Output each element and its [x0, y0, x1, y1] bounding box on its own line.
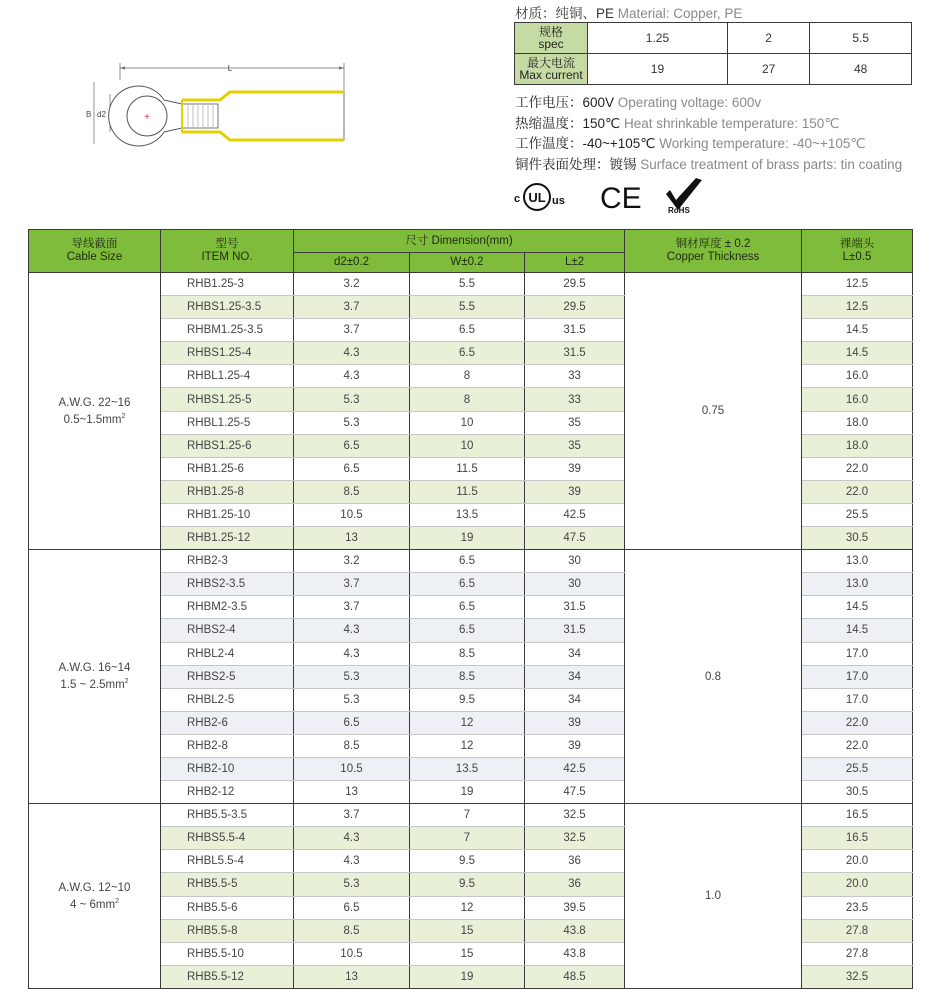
l-value: 35 [525, 434, 625, 457]
dimension-label-b: B [86, 110, 92, 119]
w-value: 11.5 [410, 480, 525, 503]
w-value: 8.5 [410, 665, 525, 688]
table-group [29, 804, 913, 989]
bare-length-value: 30.5 [802, 781, 913, 804]
d2-value: 3.7 [294, 573, 410, 596]
bare-length-value: 22.0 [802, 457, 913, 480]
l-value: 42.5 [525, 503, 625, 526]
dimension-label-d2: d2 [97, 110, 106, 119]
table-group [29, 273, 913, 550]
w-value: 19 [410, 527, 525, 550]
w-value: 6.5 [410, 319, 525, 342]
d2-value: 8.5 [294, 919, 410, 942]
bare-length-value: 14.5 [802, 619, 913, 642]
item-number: RHB2-6 [161, 711, 294, 734]
item-number: RHBM1.25-3.5 [161, 319, 294, 342]
item-number: RHB5.5-3.5 [161, 804, 294, 827]
bare-length-value: 16.5 [802, 804, 913, 827]
item-number: RHB1.25-10 [161, 503, 294, 526]
w-value: 19 [410, 781, 525, 804]
bare-length-value: 16.0 [802, 388, 913, 411]
bare-length-value: 16.0 [802, 365, 913, 388]
item-number: RHB2-10 [161, 757, 294, 780]
w-value: 12 [410, 896, 525, 919]
item-number: RHBS1.25-6 [161, 434, 294, 457]
l-value: 31.5 [525, 342, 625, 365]
d2-value: 5.3 [294, 388, 410, 411]
w-value: 11.5 [410, 457, 525, 480]
bare-length-value: 16.5 [802, 827, 913, 850]
property-shrink-temp: 热缩温度：150℃ Heat shrinkable temperature: 150℃ [515, 115, 840, 131]
w-value: 9.5 [410, 850, 525, 873]
bare-length-value: 13.0 [802, 573, 913, 596]
w-value: 8.5 [410, 642, 525, 665]
bare-length-value: 25.5 [802, 757, 913, 780]
item-number: RHBS2-3.5 [161, 573, 294, 596]
w-value: 13.5 [410, 503, 525, 526]
bare-length-value: 30.5 [802, 527, 913, 550]
item-number: RHB1.25-3 [161, 273, 294, 296]
bare-length-value: 22.0 [802, 711, 913, 734]
bare-length-value: 18.0 [802, 411, 913, 434]
d2-value: 6.5 [294, 457, 410, 480]
d2-value: 4.3 [294, 642, 410, 665]
w-value: 5.5 [410, 296, 525, 319]
d2-value: 8.5 [294, 734, 410, 757]
bare-length-value: 27.8 [802, 942, 913, 965]
bare-length-value: 17.0 [802, 642, 913, 665]
d2-value: 5.3 [294, 411, 410, 434]
l-value: 36 [525, 873, 625, 896]
d2-value: 5.3 [294, 873, 410, 896]
ce-logo: CE [600, 182, 642, 215]
w-value: 9.5 [410, 688, 525, 711]
w-value: 12 [410, 734, 525, 757]
l-value: 48.5 [525, 965, 625, 988]
bare-length-value: 18.0 [802, 434, 913, 457]
d2-value: 13 [294, 781, 410, 804]
d2-value: 3.7 [294, 319, 410, 342]
item-number: RHB1.25-12 [161, 527, 294, 550]
d2-value: 13 [294, 965, 410, 988]
l-value: 32.5 [525, 827, 625, 850]
bare-length-value: 14.5 [802, 596, 913, 619]
table-row [29, 273, 913, 296]
item-number: RHBL5.5-4 [161, 850, 294, 873]
header-l: L±2 [525, 253, 625, 273]
bare-length-value: 32.5 [802, 965, 913, 988]
item-number: RHB5.5-8 [161, 919, 294, 942]
w-value: 9.5 [410, 873, 525, 896]
d2-value: 6.5 [294, 896, 410, 919]
item-number: RHB2-3 [161, 550, 294, 573]
product-table [28, 229, 913, 989]
d2-value: 4.3 [294, 365, 410, 388]
w-value: 15 [410, 919, 525, 942]
item-number: RHB1.25-6 [161, 457, 294, 480]
l-value: 39 [525, 711, 625, 734]
item-number: RHBL2-5 [161, 688, 294, 711]
l-value: 30 [525, 550, 625, 573]
item-number: RHB5.5-5 [161, 873, 294, 896]
l-value: 47.5 [525, 781, 625, 804]
d2-value: 4.3 [294, 619, 410, 642]
w-value: 10 [410, 411, 525, 434]
d2-value: 4.3 [294, 850, 410, 873]
l-value: 30 [525, 573, 625, 596]
item-number: RHB1.25-8 [161, 480, 294, 503]
l-value: 39 [525, 734, 625, 757]
l-value: 43.8 [525, 919, 625, 942]
header-bare-length: 裸端头 L±0.5 [802, 230, 913, 273]
w-value: 8 [410, 365, 525, 388]
copper-thickness-cell: 0.8 [625, 550, 802, 804]
w-value: 7 [410, 827, 525, 850]
d2-value: 6.5 [294, 434, 410, 457]
l-value: 39 [525, 457, 625, 480]
item-number: RHBS2-4 [161, 619, 294, 642]
w-value: 19 [410, 965, 525, 988]
bare-length-value: 23.5 [802, 896, 913, 919]
d2-value: 4.3 [294, 827, 410, 850]
max-current-value: 48 [810, 54, 912, 85]
material-en: Material: Copper, PE [617, 6, 743, 21]
w-value: 15 [410, 942, 525, 965]
item-number: RHBL1.25-5 [161, 411, 294, 434]
item-number: RHBM2-3.5 [161, 596, 294, 619]
d2-value: 13 [294, 527, 410, 550]
l-value: 34 [525, 688, 625, 711]
item-number: RHB5.5-6 [161, 896, 294, 919]
item-number: RHBS1.25-4 [161, 342, 294, 365]
l-value: 31.5 [525, 596, 625, 619]
header-w: W±0.2 [410, 253, 525, 273]
bare-length-value: 27.8 [802, 919, 913, 942]
l-value: 47.5 [525, 527, 625, 550]
bare-length-value: 22.0 [802, 734, 913, 757]
copper-thickness-cell: 1.0 [625, 804, 802, 989]
l-value: 34 [525, 665, 625, 688]
bare-length-value: 14.5 [802, 319, 913, 342]
spec-value: 2 [727, 23, 809, 54]
l-value: 32.5 [525, 804, 625, 827]
bare-length-value: 17.0 [802, 688, 913, 711]
property-working-temp: 工作温度：-40~+105℃ Working temperature: -40~+105℃ [515, 136, 866, 151]
w-value: 5.5 [410, 273, 525, 296]
center-mark: + [144, 112, 150, 123]
w-value: 6.5 [410, 596, 525, 619]
svg-text:us: us [552, 195, 565, 207]
dimension-label-l: L [227, 64, 233, 73]
l-value: 33 [525, 388, 625, 411]
item-number: RHB2-8 [161, 734, 294, 757]
item-number: RHBS1.25-5 [161, 388, 294, 411]
header-item-no: 型号 ITEM NO. [161, 230, 294, 273]
bare-length-value: 17.0 [802, 665, 913, 688]
table-row [29, 550, 913, 573]
bare-length-value: 20.0 [802, 850, 913, 873]
svg-text:UL: UL [528, 190, 546, 205]
item-number: RHBL1.25-4 [161, 365, 294, 388]
bare-length-value: 20.0 [802, 873, 913, 896]
w-value: 6.5 [410, 342, 525, 365]
max-current-value: 19 [588, 54, 728, 85]
cable-size-cell: A.W.G. 12~10 4 ~ $6mm^2$ [29, 804, 161, 989]
certification-logos [514, 176, 714, 216]
d2-value: 10.5 [294, 503, 410, 526]
d2-value: 5.3 [294, 665, 410, 688]
d2-value: 10.5 [294, 942, 410, 965]
header-copper-thickness: 铜材厚度 ± 0.2 Copper Thickness [625, 230, 802, 273]
bare-length-value: 22.0 [802, 480, 913, 503]
max-current-value: 27 [727, 54, 809, 85]
spec-value: 5.5 [810, 23, 912, 54]
d2-value: 6.5 [294, 711, 410, 734]
w-value: 6.5 [410, 619, 525, 642]
w-value: 13.5 [410, 757, 525, 780]
item-number: RHB5.5-10 [161, 942, 294, 965]
l-value: 39 [525, 480, 625, 503]
table-group [29, 550, 913, 804]
d2-value: 3.7 [294, 804, 410, 827]
d2-value: 3.2 [294, 273, 410, 296]
bare-length-value: 13.0 [802, 550, 913, 573]
spec-label: 规格 spec [515, 23, 588, 54]
material-cn: 材质：纯铜、PE [515, 6, 615, 21]
d2-value: 4.3 [294, 342, 410, 365]
l-value: 33 [525, 365, 625, 388]
w-value: 6.5 [410, 573, 525, 596]
spec-value: 1.25 [588, 23, 728, 54]
spec-table [514, 22, 912, 85]
l-value: 29.5 [525, 296, 625, 319]
property-list [515, 93, 902, 175]
w-value: 12 [410, 711, 525, 734]
d2-value: 3.7 [294, 296, 410, 319]
d2-value: 10.5 [294, 757, 410, 780]
l-value: 29.5 [525, 273, 625, 296]
bare-length-value: 14.5 [802, 342, 913, 365]
l-value: 36 [525, 850, 625, 873]
item-number: RHBS5.5-4 [161, 827, 294, 850]
d2-value: 8.5 [294, 480, 410, 503]
header-d2: d2±0.2 [294, 253, 410, 273]
property-voltage: 工作电压：600V Operating voltage: 600v [515, 95, 762, 110]
l-value: 42.5 [525, 757, 625, 780]
l-value: 31.5 [525, 319, 625, 342]
max-current-label: 最大电流 Max current [515, 54, 588, 85]
d2-value: 3.7 [294, 596, 410, 619]
bare-length-value: 12.5 [802, 273, 913, 296]
w-value: 10 [410, 434, 525, 457]
item-number: RHBS2-5 [161, 665, 294, 688]
d2-value: 5.3 [294, 688, 410, 711]
l-value: 43.8 [525, 942, 625, 965]
bare-length-value: 25.5 [802, 503, 913, 526]
bare-length-value: 12.5 [802, 296, 913, 319]
header-dimension: 尺寸 Dimension(mm) [294, 230, 625, 253]
header-cable-size: 导线截面 Cable Size [29, 230, 161, 273]
l-value: 35 [525, 411, 625, 434]
material-info [515, 2, 742, 22]
w-value: 8 [410, 388, 525, 411]
w-value: 7 [410, 804, 525, 827]
item-number: RHBL2-4 [161, 642, 294, 665]
ring-terminal-diagram [80, 60, 360, 155]
l-value: 31.5 [525, 619, 625, 642]
d2-value: 3.2 [294, 550, 410, 573]
svg-text:c: c [514, 193, 521, 205]
rohs-logo [666, 178, 702, 215]
w-value: 6.5 [410, 550, 525, 573]
item-number: RHBS1.25-3.5 [161, 296, 294, 319]
l-value: 34 [525, 642, 625, 665]
table-row [29, 804, 913, 827]
ul-logo [514, 184, 565, 210]
item-number: RHB2-12 [161, 781, 294, 804]
l-value: 39.5 [525, 896, 625, 919]
copper-thickness-cell: 0.75 [625, 273, 802, 550]
property-surface: 铜件表面处理：镀锡 Surface treatment of brass parts: tin coating [515, 156, 903, 172]
cable-size-cell: A.W.G. 22~16 $0.5\sim 1.5mm^2$ [29, 273, 161, 550]
svg-text:RoHS: RoHS [668, 206, 690, 215]
item-number: RHB5.5-12 [161, 965, 294, 988]
cable-size-cell: A.W.G. 16~14 1.5 ~ $2.5mm^2$ [29, 550, 161, 804]
